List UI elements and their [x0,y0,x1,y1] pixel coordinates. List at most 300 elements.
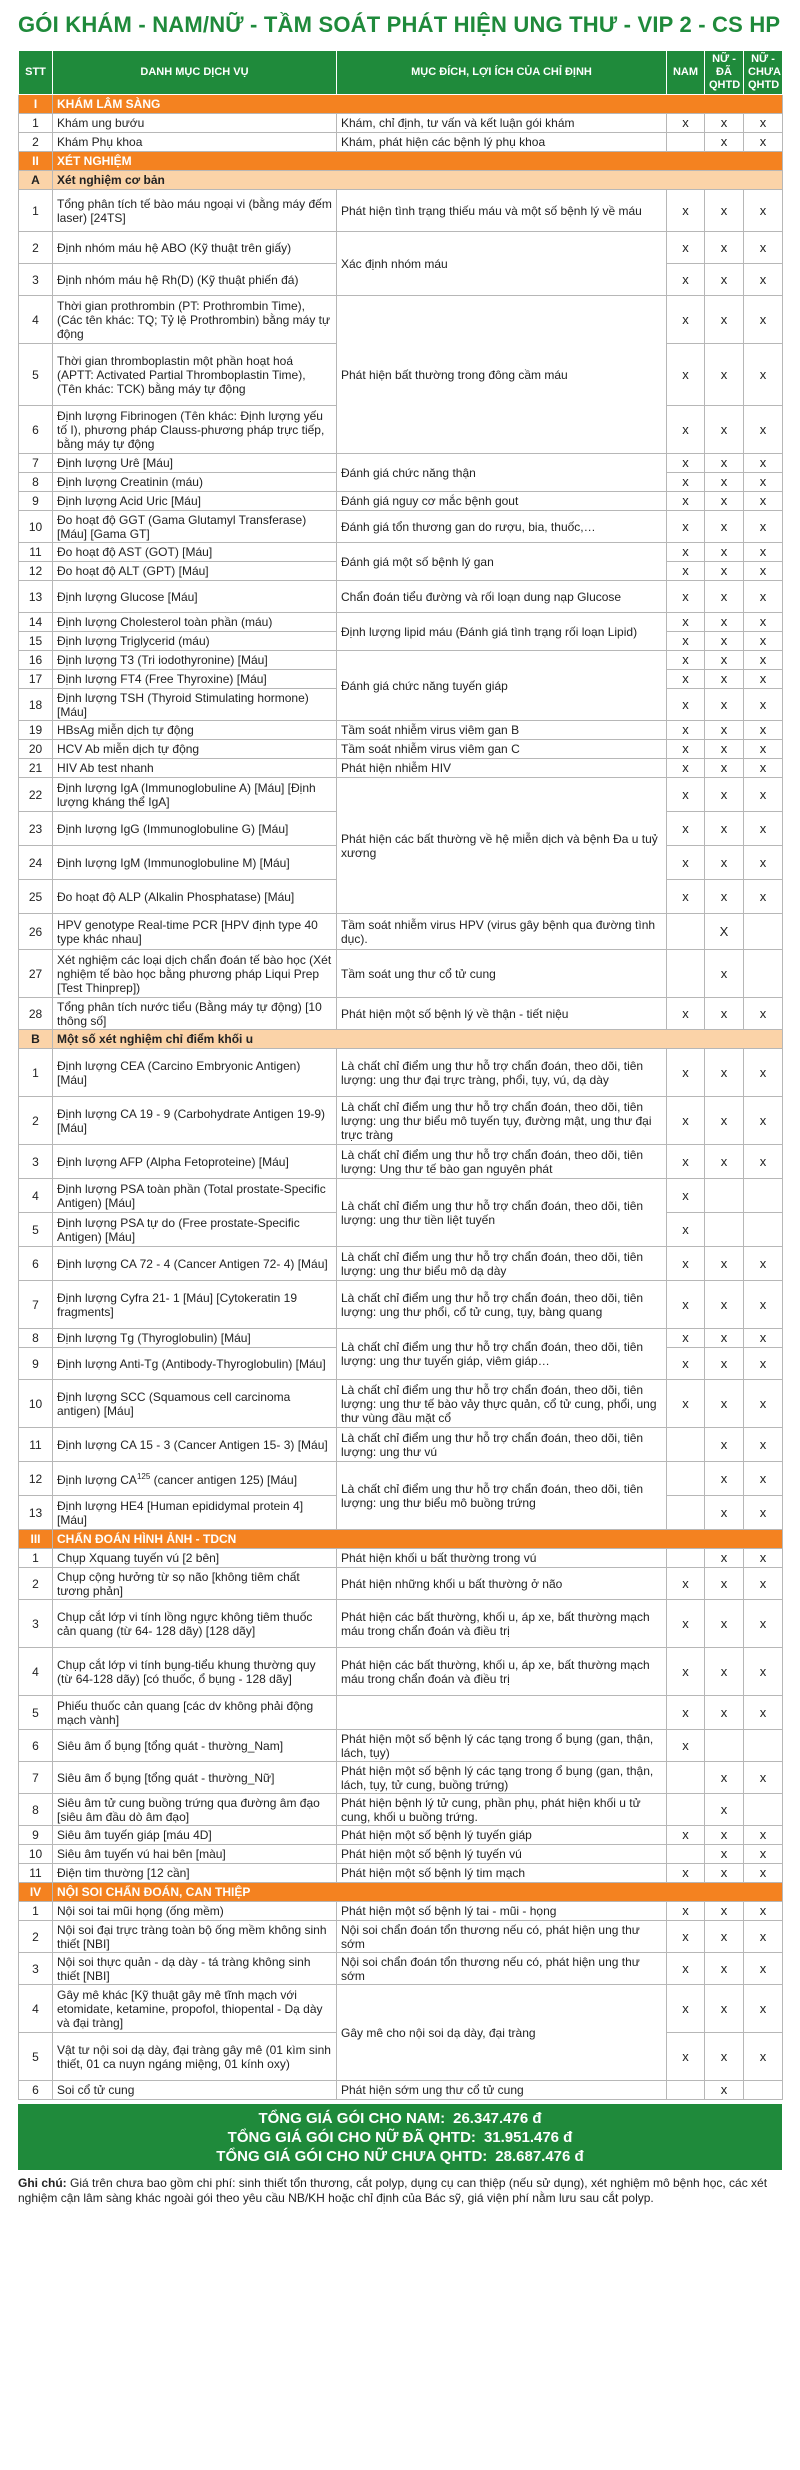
section-number: I [19,95,53,114]
mark-female-single: x [744,344,783,406]
total-female-single-label: TỔNG GIÁ GÓI CHO NỮ CHƯA QHTD: [216,2147,488,2165]
mark-female-married: x [705,759,744,778]
row-number: 6 [19,406,53,454]
mark-female-single: x [744,670,783,689]
service-name: Siêu âm ổ bụng [tổng quát - thường_Nữ] [53,1762,337,1794]
mark-female-married: x [705,454,744,473]
row-number: 21 [19,759,53,778]
purpose-text: Nội soi chẩn đoán tổn thương nếu có, phát hiện ung thư sớm [337,1921,667,1953]
row-number: 1 [19,1549,53,1568]
row-number: 22 [19,778,53,812]
purpose-text: Đánh giá nguy cơ mắc bệnh gout [337,492,667,511]
service-name: Đo hoạt độ GGT (Gama Glutamyl Transferase) [Máu] [Gama GT] [53,511,337,543]
mark-male: x [667,740,705,759]
service-name: Tổng phân tích tế bào máu ngoại vi (bằng máy đếm laser) [24TS] [53,190,337,232]
mark-female-single: x [744,1921,783,1953]
mark-male [667,1845,705,1864]
row-number: 12 [19,1462,53,1496]
mark-female-married: x [705,232,744,264]
mark-female-married: x [705,492,744,511]
mark-female-single: x [744,1329,783,1348]
mark-female-single [744,2081,783,2100]
mark-male [667,1428,705,1462]
mark-female-single [744,950,783,998]
service-table [18,50,783,2100]
mark-female-single: x [744,689,783,721]
purpose-text: Tầm soát nhiễm virus viêm gan C [337,740,667,759]
service-name: Định nhóm máu hệ Rh(D) (Kỹ thuật phiến đá) [53,264,337,296]
row-number: 16 [19,651,53,670]
mark-female-married: x [705,511,744,543]
service-name: Định lượng HE4 [Human epididymal protein 4] [Máu] [53,1496,337,1530]
service-name: Định lượng Acid Uric [Máu] [53,492,337,511]
service-name: Nội soi đại trực tràng toàn bộ ống mềm không sinh thiết [NBI] [53,1921,337,1953]
purpose-text: Là chất chỉ điểm ung thư hỗ trợ chẩn đoán, theo dõi, tiên lượng: ung thư tiền liệt tuyến [337,1179,667,1247]
mark-male: x [667,812,705,846]
row-number: 11 [19,1428,53,1462]
mark-female-married: x [705,1380,744,1428]
mark-female-married: x [705,344,744,406]
mark-female-married: x [705,1281,744,1329]
purpose-text: Phát hiện một số bệnh lý tim mạch [337,1864,667,1883]
mark-male: x [667,344,705,406]
mark-male: x [667,1648,705,1696]
table-row [19,1648,783,1696]
table-body [19,95,783,2100]
service-name: Định lượng Glucose [Máu] [53,581,337,613]
mark-female-married: x [705,613,744,632]
service-name: HBsAg miễn dịch tự động [53,721,337,740]
mark-male [667,1762,705,1794]
row-number: 26 [19,914,53,950]
mark-female-married: x [705,1549,744,1568]
section-number: II [19,152,53,171]
mark-female-single: x [744,721,783,740]
table-row [19,296,783,344]
row-number: 2 [19,1097,53,1145]
mark-female-married: x [705,1921,744,1953]
service-name: Định lượng IgM (Immunoglobuline M) [Máu] [53,846,337,880]
purpose-text: Phát hiện khối u bất thường trong vú [337,1549,667,1568]
mark-female-married [705,1213,744,1247]
purpose-text: Tầm soát nhiễm virus viêm gan B [337,721,667,740]
mark-male [667,950,705,998]
service-name-superscript: 125 [136,1472,151,1481]
mark-female-married: x [705,1568,744,1600]
mark-male: x [667,114,705,133]
mark-female-single: x [744,632,783,651]
mark-female-single: x [744,1348,783,1380]
row-number: 2 [19,133,53,152]
row-number: 8 [19,1794,53,1826]
row-number: 1 [19,190,53,232]
purpose-text: Là chất chỉ điểm ung thư hỗ trợ chẩn đoán, theo dõi, tiên lượng: ung thư đại trực tràng, phổi, tụy, vú, dạ dày [337,1049,667,1097]
purpose-text: Là chất chỉ điểm ung thư hỗ trợ chẩn đoán, theo dõi, tiên lượng: ung thư tuyến giáp, viêm giáp… [337,1329,667,1380]
mark-female-married: x [705,1762,744,1794]
purpose-text [337,1696,667,1730]
table-row [19,914,783,950]
mark-female-married: x [705,812,744,846]
table-row [19,1985,783,2033]
table-row [19,1794,783,1826]
table-row [19,492,783,511]
row-number: 5 [19,1213,53,1247]
mark-male: x [667,632,705,651]
header-female-married: NỮ - ĐÃ QHTD [705,51,744,95]
mark-male: x [667,846,705,880]
footnote-label: Ghi chú: [18,2176,67,2190]
section-title: Xét nghiệm cơ bản [53,171,783,190]
section-number: B [19,1030,53,1049]
footnote [18,2176,782,2206]
mark-female-single [744,914,783,950]
purpose-text: Đánh giá tổn thương gan do rượu, bia, thuốc,… [337,511,667,543]
purpose-text: Khám, chỉ định, tư vấn và kết luận gói khám [337,114,667,133]
mark-female-single: x [744,778,783,812]
table-row [19,1730,783,1762]
mark-female-married: x [705,190,744,232]
purpose-text: Phát hiện tình trạng thiếu máu và một số bệnh lý về máu [337,190,667,232]
mark-male: x [667,1049,705,1097]
mark-female-married: X [705,914,744,950]
mark-female-single: x [744,1696,783,1730]
table-header [19,51,783,95]
mark-female-married: x [705,1600,744,1648]
mark-female-married: x [705,133,744,152]
purpose-text: Phát hiện một số bệnh lý các tạng trong ổ bụng (gan, thận, lách, tụy) [337,1730,667,1762]
service-name: Siêu âm tuyến vú hai bên [màu] [53,1845,337,1864]
row-number: 3 [19,264,53,296]
row-number: 19 [19,721,53,740]
row-number: 1 [19,1902,53,1921]
mark-male: x [667,581,705,613]
mark-male: x [667,1730,705,1762]
table-row [19,1568,783,1600]
mark-female-single: x [744,1428,783,1462]
mark-female-married: x [705,1826,744,1845]
mark-male: x [667,454,705,473]
mark-female-married: x [705,1794,744,1826]
service-name: Thời gian thromboplastin một phần hoạt hoá (APTT: Activated Partial Thromboplastin Time), (Tên khác: TCK) bằng máy tự động [53,344,337,406]
purpose-text: Phát hiện sớm ung thư cổ tử cung [337,2081,667,2100]
mark-male: x [667,759,705,778]
section-number: A [19,171,53,190]
row-number: 7 [19,454,53,473]
total-male-label: TỔNG GIÁ GÓI CHO NAM: [258,2109,446,2127]
mark-female-married: x [705,721,744,740]
mark-female-single: x [744,562,783,581]
mark-female-single: x [744,543,783,562]
table-row [19,721,783,740]
mark-female-single: x [744,613,783,632]
table-header-row [19,51,783,95]
total-female-single [216,2147,583,2166]
service-name: Tổng phân tích nước tiểu (Bằng máy tự động) [10 thông số] [53,998,337,1030]
service-name-tail: (cancer antigen 125) [Máu] [150,1473,298,1487]
service-name: Chụp cộng hưởng từ sọ não [không tiêm chất tương phản] [53,1568,337,1600]
section-row [19,171,783,190]
table-row [19,1953,783,1985]
mark-female-married: x [705,1496,744,1530]
mark-female-married: x [705,950,744,998]
purpose-text: Phát hiện các bất thường, khối u, áp xe, bất thường mạch máu trong chẩn đoán và điều trị [337,1648,667,1696]
row-number: 13 [19,581,53,613]
total-female-married-value: 31.951.476 đ [483,2128,573,2146]
mark-female-single: x [744,846,783,880]
purpose-text: Phát hiện bất thường trong đông cầm máu [337,296,667,454]
mark-male: x [667,543,705,562]
purpose-text: Đánh giá chức năng thận [337,454,667,492]
mark-male: x [667,721,705,740]
service-name: Khám ung bướu [53,114,337,133]
row-number: 10 [19,1380,53,1428]
purpose-text: Đánh giá chức năng tuyến giáp [337,651,667,721]
service-name: Đo hoạt độ ALP (Alkalin Phosphatase) [Máu] [53,880,337,914]
row-number: 11 [19,543,53,562]
table-row [19,1049,783,1097]
service-name: Siêu âm tuyến giáp [máu 4D] [53,1826,337,1845]
mark-male [667,1462,705,1496]
service-name: Chụp Xquang tuyến vú [2 bên] [53,1549,337,1568]
row-number: 24 [19,846,53,880]
mark-female-single: x [744,1953,783,1985]
row-number: 13 [19,1496,53,1530]
service-name: Đo hoạt độ ALT (GPT) [Máu] [53,562,337,581]
table-row [19,651,783,670]
table-row [19,1145,783,1179]
mark-female-married: x [705,473,744,492]
mark-male: x [667,473,705,492]
mark-female-single: x [744,880,783,914]
service-name: Định lượng CEA (Carcino Embryonic Antigen) [Máu] [53,1049,337,1097]
mark-male: x [667,562,705,581]
mark-female-married: x [705,1845,744,1864]
mark-female-single: x [744,998,783,1030]
purpose-text: Phát hiện một số bệnh lý tai - mũi - họng [337,1902,667,1921]
mark-female-single: x [744,1496,783,1530]
total-male [258,2109,541,2128]
service-name: Thời gian prothrombin (PT: Prothrombin Time), (Các tên khác: TQ; Tỷ lệ Prothrombin) bằng máy tự động [53,296,337,344]
mark-male [667,2081,705,2100]
mark-female-single: x [744,1281,783,1329]
row-number: 8 [19,1329,53,1348]
mark-male [667,1549,705,1568]
mark-female-single: x [744,492,783,511]
row-number: 4 [19,1179,53,1213]
purpose-text: Nội soi chẩn đoán tổn thương nếu có, phát hiện ung thư sớm [337,1953,667,1985]
service-name: Định lượng Tg (Thyroglobulin) [Máu] [53,1329,337,1348]
mark-male: x [667,296,705,344]
mark-female-single: x [744,511,783,543]
mark-female-single [744,1213,783,1247]
table-row [19,1921,783,1953]
row-number: 9 [19,492,53,511]
purpose-text: Phát hiện bệnh lý tử cung, phần phụ, phát hiện khối u tử cung, khối u buồng trứng. [337,1794,667,1826]
mark-male: x [667,613,705,632]
service-name: Định lượng Creatinin (máu) [53,473,337,492]
row-number: 8 [19,473,53,492]
purpose-text: Đánh giá một số bệnh lý gan [337,543,667,581]
mark-male: x [667,880,705,914]
service-name: Định lượng IgA (Immunoglobuline A) [Máu] [Định lượng kháng thể IgA] [53,778,337,812]
service-name: Soi cổ tử cung [53,2081,337,2100]
table-row [19,1179,783,1213]
purpose-text: Định lượng lipid máu (Đánh giá tình trạng rối loạn Lipid) [337,613,667,651]
mark-male: x [667,511,705,543]
row-number: 5 [19,1696,53,1730]
purpose-text: Phát hiện một số bệnh lý về thận - tiết niệu [337,998,667,1030]
table-row [19,232,783,264]
table-row [19,1549,783,1568]
mark-male: x [667,998,705,1030]
header-female-single: NỮ - CHƯA QHTD [744,51,783,95]
mark-male: x [667,190,705,232]
row-number: 3 [19,1600,53,1648]
mark-female-married: x [705,740,744,759]
section-title: CHẨN ĐOÁN HÌNH ẢNH - TDCN [53,1530,783,1549]
mark-female-single: x [744,190,783,232]
mark-female-single [744,1179,783,1213]
row-number: 10 [19,511,53,543]
mark-female-married: x [705,562,744,581]
table-row [19,454,783,473]
service-name: Chụp cắt lớp vi tính bụng-tiểu khung thường quy (từ 64-128 dãy) [có thuốc, ổ bụng - 128 dãy] [53,1648,337,1696]
service-name: Định lượng AFP (Alpha Fetoproteine) [Máu] [53,1145,337,1179]
mark-female-single [744,1794,783,1826]
purpose-text: Phát hiện một số bệnh lý tuyến vú [337,1845,667,1864]
purpose-text: Phát hiện những khối u bất thường ở não [337,1568,667,1600]
mark-female-single: x [744,812,783,846]
row-number: 1 [19,114,53,133]
section-title: Một số xét nghiệm chỉ điểm khối u [53,1030,783,1049]
row-number: 15 [19,632,53,651]
purpose-text: Là chất chỉ điểm ung thư hỗ trợ chẩn đoán, theo dõi, tiên lượng: ung thư biểu mô dạ dày [337,1247,667,1281]
purpose-text: Là chất chỉ điểm ung thư hỗ trợ chẩn đoán, theo dõi, tiên lượng: ung thư phổi, cổ tử cung, tụy, bàng quang [337,1281,667,1329]
table-row [19,740,783,759]
mark-female-married: x [705,1428,744,1462]
section-row [19,152,783,171]
section-title: XÉT NGHIỆM [53,152,783,171]
mark-male: x [667,1696,705,1730]
mark-female-single: x [744,1462,783,1496]
row-number: 2 [19,232,53,264]
mark-male: x [667,1600,705,1648]
service-name: Định lượng CA 72 - 4 (Cancer Antigen 72- 4) [Máu] [53,1247,337,1281]
table-row [19,1329,783,1348]
mark-male [667,1496,705,1530]
mark-female-single: x [744,581,783,613]
mark-female-married: x [705,1648,744,1696]
table-row [19,1247,783,1281]
purpose-text: Gây mê cho nội soi dạ dày, đại tràng [337,1985,667,2081]
total-female-married-label: TỔNG GIÁ GÓI CHO NỮ ĐÃ QHTD: [227,2128,476,2146]
mark-male: x [667,1145,705,1179]
table-row [19,511,783,543]
row-number: 4 [19,296,53,344]
row-number: 9 [19,1826,53,1845]
service-name: Khám Phụ khoa [53,133,337,152]
total-male-value: 26.347.476 đ [453,2109,542,2127]
mark-female-married: x [705,1329,744,1348]
header-service: DANH MỤC DỊCH VỤ [53,51,337,95]
mark-female-single: x [744,1049,783,1097]
page-title: GÓI KHÁM - NAM/NỮ - TẦM SOÁT PHÁT HIỆN UNG THƯ - VIP 2 - CS HP [18,12,781,37]
mark-female-married: x [705,632,744,651]
mark-male: x [667,689,705,721]
mark-female-single: x [744,296,783,344]
row-number: 4 [19,1648,53,1696]
section-row [19,1030,783,1049]
mark-female-married [705,1730,744,1762]
service-name: Định lượng TSH (Thyroid Stimulating hormone) [Máu] [53,689,337,721]
mark-female-single: x [744,1600,783,1648]
service-name: Siêu âm ổ bụng [tổng quát - thường_Nam] [53,1730,337,1762]
service-name: Chụp cắt lớp vi tính lồng ngực không tiêm thuốc cản quang (từ 64- 128 dãy) [128 dãy] [53,1600,337,1648]
mark-female-married: x [705,1049,744,1097]
purpose-text: Khám, phát hiện các bệnh lý phụ khoa [337,133,667,152]
row-number: 5 [19,2033,53,2081]
mark-female-single: x [744,1247,783,1281]
service-name: HCV Ab miễn dịch tự động [53,740,337,759]
mark-male: x [667,1985,705,2033]
service-name: HIV Ab test nhanh [53,759,337,778]
row-number: 10 [19,1845,53,1864]
header-stt: STT [19,51,53,95]
service-name: Định lượng Anti-Tg (Antibody-Thyroglobulin) [Máu] [53,1348,337,1380]
row-number: 25 [19,880,53,914]
mark-female-single: x [744,2033,783,2081]
table-row [19,2081,783,2100]
mark-male: x [667,1380,705,1428]
mark-male: x [667,2033,705,2081]
totals-box [18,2104,782,2170]
purpose-text: Phát hiện các bất thường, khối u, áp xe, bất thường mạch máu trong chẩn đoán và điều trị [337,1600,667,1648]
mark-female-married: x [705,998,744,1030]
table-row [19,613,783,632]
mark-female-married: x [705,406,744,454]
service-name: Nội soi thực quản - dạ dày - tá tràng không sinh thiết [NBI] [53,1953,337,1985]
service-name: Định lượng IgG (Immunoglobuline G) [Máu] [53,812,337,846]
mark-male: x [667,406,705,454]
mark-female-married: x [705,670,744,689]
service-name: Định lượng PSA toàn phần (Total prostate-Specific Antigen) [Máu] [53,1179,337,1213]
table-row [19,759,783,778]
section-number: III [19,1530,53,1549]
footnote-text: Giá trên chưa bao gồm chi phí: sinh thiết tổn thương, cắt polyp, dụng cụ can thiệp (nếu sử dụng), xét nghiệm mô bệnh học, các xét nghiệm cận lâm sàng khác ngoài gói theo yêu cầu NB/KH hoặc chỉ định của Bác sỹ, giá viện phí nằm lưu sau cắt polyp. [18,2176,768,2205]
mark-female-single: x [744,759,783,778]
service-name: Định lượng Cholesterol toàn phần (máu) [53,613,337,632]
service-name: Vật tư nội soi dạ dày, đại tràng gây mê (01 kìm sinh thiết, 01 ca nuyn ngáng miệng, 01 kính oxy) [53,2033,337,2081]
mark-female-single: x [744,1826,783,1845]
mark-male: x [667,1864,705,1883]
mark-male: x [667,1826,705,1845]
section-title: KHÁM LÂM SÀNG [53,95,783,114]
mark-male [667,914,705,950]
mark-male: x [667,1281,705,1329]
section-row [19,1530,783,1549]
mark-female-married: x [705,778,744,812]
service-name: Nội soi tai mũi họng (ống mềm) [53,1902,337,1921]
mark-female-single: x [744,1648,783,1696]
row-number: 2 [19,1921,53,1953]
purpose-text: Là chất chỉ điểm ung thư hỗ trợ chẩn đoán, theo dõi, tiên lượng: ung thư tế bào vảy thực quản, cổ tử cung, phổi, ung thư vùng đầu mặt cổ [337,1380,667,1428]
row-number: 3 [19,1953,53,1985]
row-number: 23 [19,812,53,846]
table-row [19,133,783,152]
row-number: 6 [19,1247,53,1281]
table-row [19,1281,783,1329]
mark-female-single: x [744,133,783,152]
